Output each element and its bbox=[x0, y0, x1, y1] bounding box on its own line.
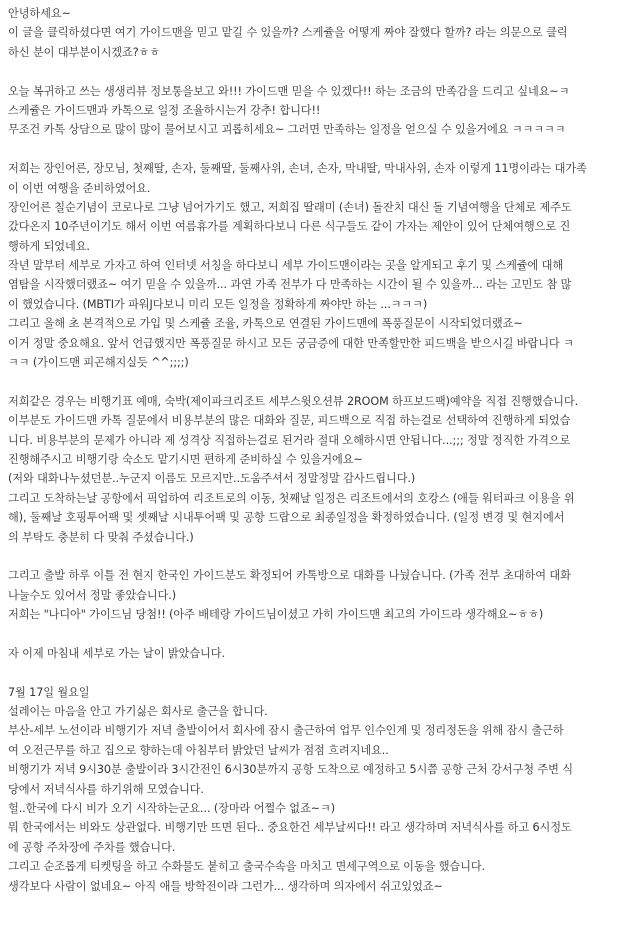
text-line: 뭐 한국에서는 비와도 상관없다. 비행기만 뜨면 된다.. 중요한건 세부날씨다!! 라고 생각하며 저녁식사를 하고 6시정도 bbox=[8, 821, 572, 835]
paragraph bbox=[8, 82, 614, 140]
text-line: 염탐을 시작했더랬죠~ 여기 믿을 수 있을까... 과연 가족 전부가 다 만족하는 시간이 될 수 있을까... 라는 고민도 참 많 bbox=[8, 278, 572, 292]
text-line: 이부분도 가이드맨 카톡 질문에서 비용부분의 많은 대화와 질문, 피드백으로 직접 하는걸로 선택하여 진행하게 되었습 bbox=[8, 414, 571, 428]
paragraph-spacer bbox=[8, 140, 614, 159]
text-line: 그리고 순조롭게 티켓팅을 하고 수화물도 붙히고 출국수속을 마치고 면세구역으로 이동을 했습니다. bbox=[8, 860, 486, 874]
text-line: 이 글을 클릭하셨다면 여기 가이드맨을 믿고 맡길 수 있을까? 스케쥴을 어떻게 짜야 잘했다 할까? 라는 의문으로 클릭 bbox=[8, 26, 568, 40]
text-line: 갔다온지 10주년이기도 해서 이번 여름휴가를 계획하다보니 다른 식구들도 같이 가자는 제안이 있어 단체여행으로 진 bbox=[8, 220, 571, 234]
paragraph bbox=[8, 683, 614, 896]
text-line: 장인어른 칠순기념이 코로나로 그냥 넘어가기도 했고, 저희집 딸래미 (손녀) 돌잔치 대신 돌 기념여행을 단체로 제주도 bbox=[8, 200, 572, 214]
text-line: 설레이는 마음을 안고 가기싫은 회사로 출근을 합니다. bbox=[8, 705, 268, 719]
text-line: 당에서 저녁식사를 하기위해 모였습니다. bbox=[8, 782, 204, 796]
text-line: 그리고 도착하는날 공항에서 픽업하여 리조트로의 이동, 첫째날 일정은 리조트에서의 호캉스 (애들 워터파크 이용을 위 bbox=[8, 491, 575, 505]
paragraph bbox=[8, 644, 614, 663]
paragraph bbox=[8, 566, 614, 624]
text-line: (저와 대화나누셨던분..누군지 이름도 모르지만..도움주셔서 정말정말 감사드립니다.) bbox=[8, 472, 416, 486]
paragraph-spacer bbox=[8, 663, 614, 682]
text-line: 헐..한국에 다시 비가 오기 시작하는군요... (장마라 어쩔수 없죠~ㅋ) bbox=[8, 802, 335, 816]
text-line: 여 오전근무를 하고 집으로 향하는데 아침부터 밝았던 날씨가 점점 흐려지네요.. bbox=[8, 743, 389, 757]
text-line: 오늘 복귀하고 쓰는 생생리뷰 정보통을보고 와!!! 가이드맨 믿을 수 있겠다!! 하는 조금의 만족감을 드리고 싶네요~ㅋ bbox=[8, 84, 570, 98]
text-line: 행하게 되었네요. bbox=[8, 239, 90, 253]
text-line: 저희는 "나디아" 가이드님 당첨!! (아주 배테랑 가이드님이셨고 가히 가이드맨 최고의 가이드라 생각해요~ㅎㅎ) bbox=[8, 608, 544, 622]
text-line: 나눌수도 있어서 정말 좋았습니다.) bbox=[8, 588, 176, 602]
text-line: 스케쥴은 가이드맨과 카톡으로 일정 조율하시는거 강추! 합니다!! bbox=[8, 103, 321, 117]
paragraph-spacer bbox=[8, 372, 614, 391]
text-line: 무조건 카톡 상담으로 많이 많이 물어보시고 괴롭히세요~ 그러면 만족하는 일정을 얻으실 수 있을거에요 ㅋㅋㅋㅋㅋ bbox=[8, 123, 566, 137]
text-line: 생각보다 사람이 없네요~ 아직 애들 방학전이라 그런가... 생각하며 의자에서 쉬고있었죠~ bbox=[8, 879, 443, 893]
text-line: 비행기가 저녁 9시30분 출발이라 3시간전인 6시30분까지 공항 도착으로 예정하고 5시쯤 공항 근처 강서구청 주변 식 bbox=[8, 763, 573, 777]
text-line: 이거 정말 중요해요. 앞서 언급했지만 폭풍질문 하시고 모든 궁금증에 대한 만족할만한 피드백을 받으시길 바랍니다 ㅋ bbox=[8, 336, 574, 350]
text-line: 저희같은 경우는 비행기표 예매, 숙박(제이파크리조트 세부스윗오션뷰 2ROOM 하프보드팩)예약을 직접 진행했습니다. bbox=[8, 394, 579, 408]
text-line: 이 했었습니다. (MBTI가 파워J다보니 미리 모든 일정을 정확하게 짜야만 하는 ...ㅋㅋㅋ) bbox=[8, 297, 428, 311]
text-line: 니다. 비용부분의 문제가 아니라 제 성격상 직접하는걸로 된거라 절대 오해하시면 안됩니다...;;; 정말 정직한 가격으로 bbox=[8, 433, 571, 447]
text-line: 자 이제 마침내 세부로 가는 날이 밝았습니다. bbox=[8, 646, 225, 660]
text-line: 작년 말부터 세부로 가자고 하여 인터넷 서칭을 하다보니 세부 가이드맨이라는 곳을 알게되고 후기 및 스케쥴에 대해 bbox=[8, 259, 564, 273]
text-line: 에 공항 주차장에 주차를 했습니다. bbox=[8, 840, 176, 854]
paragraph-spacer bbox=[8, 547, 614, 566]
text-line: 그리고 출발 하루 이틀 전 현지 한국인 가이드분도 확정되어 카톡방으로 대화를 나눴습니다. (가족 전부 초대하여 대화 bbox=[8, 569, 571, 583]
text-line: ㅋㅋ (가이드맨 피곤해지실듯 ^^;;;;) bbox=[8, 356, 189, 370]
paragraph-spacer bbox=[8, 62, 614, 81]
text-line: 그리고 올해 초 본격적으로 가입 및 스케쥴 조율, 카톡으로 연결된 가이드맨에 폭풍질문이 시작되었더랬죠~ bbox=[8, 317, 523, 331]
text-line: 저희는 장인어른, 장모님, 첫째딸, 손자, 둘째딸, 둘째사위, 손녀, 손자, 막내딸, 막내사위, 손자 이렇게 11명이라는 대가족 bbox=[8, 162, 587, 176]
text-line: 7월 17일 월요일 bbox=[8, 685, 90, 699]
article-body bbox=[8, 4, 614, 896]
paragraph bbox=[8, 4, 614, 62]
paragraph-spacer bbox=[8, 625, 614, 644]
paragraph bbox=[8, 392, 614, 547]
text-line: 이 이번 여행을 준비하였어요. bbox=[8, 181, 151, 195]
text-line: 부산-세부 노선이라 비행기가 저녁 출발이어서 회사에 잠시 출근하여 업무 인수인계 및 정리정돈을 위해 잠시 출근하 bbox=[8, 724, 564, 738]
text-line: 하신 분이 대부분이시겠죠?ㅎㅎ bbox=[8, 45, 160, 59]
text-line: 의 부탁도 충분히 다 맞춰 주셨습니다.) bbox=[8, 530, 194, 544]
paragraph bbox=[8, 159, 614, 372]
text-line: 해), 둘째날 호핑투어팩 및 셋째날 시내투어팩 및 공항 드랍으로 최종일정을 확정하였습니다. (일정 변경 및 현지에서 bbox=[8, 511, 565, 525]
text-line: 안녕하세요~ bbox=[8, 7, 71, 20]
text-line: 진행해주시고 비행기랑 숙소도 맡기시면 편하게 준비하실 수 있을거에요~ bbox=[8, 452, 363, 466]
